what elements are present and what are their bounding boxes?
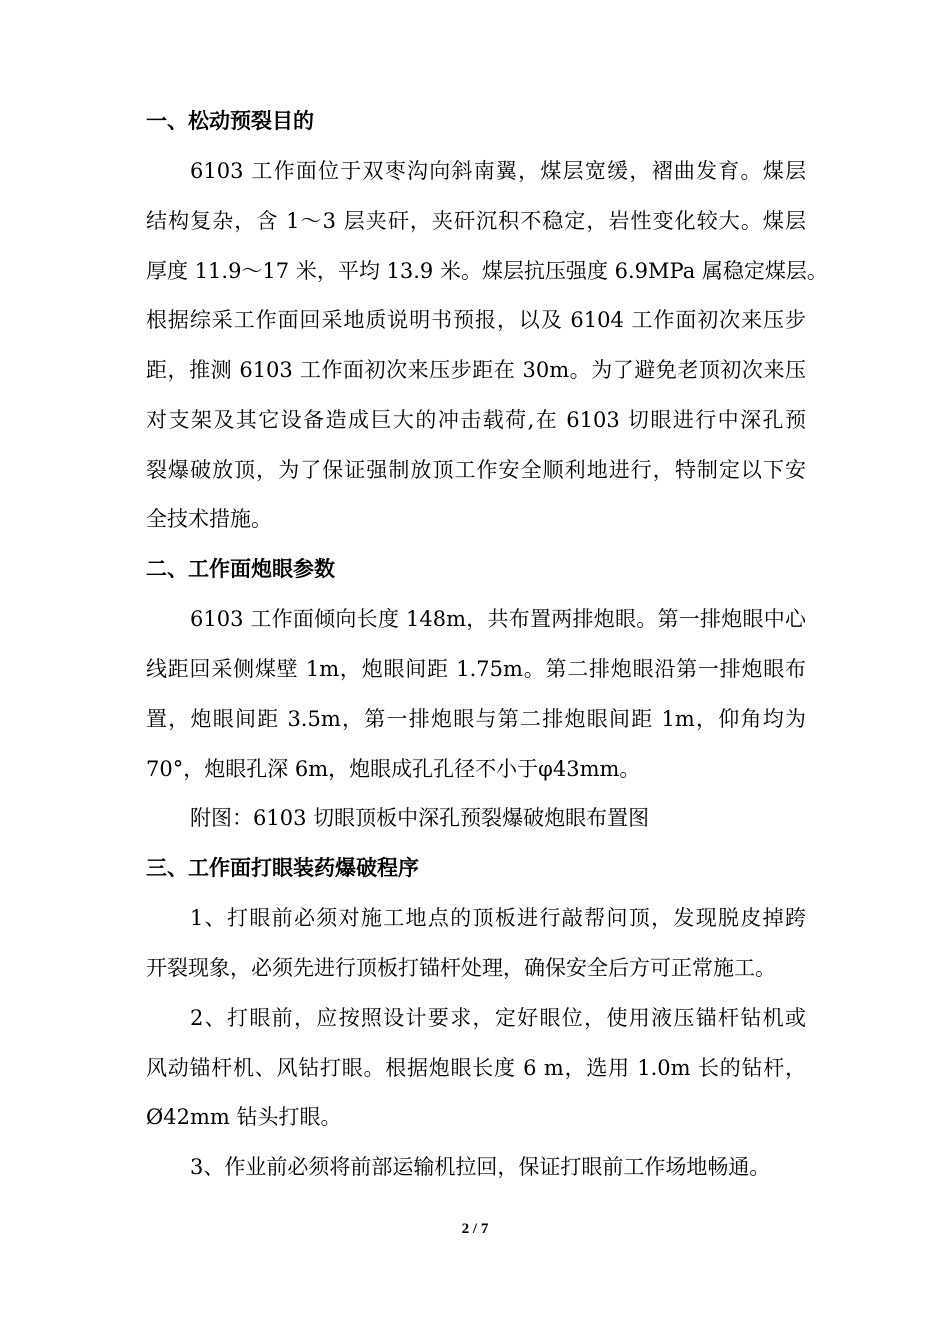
paragraph-line: 裂爆破放顶，为了保证强制放顶工作安全顺利地进行，特制定以下安 — [146, 458, 806, 482]
paragraph-line: 根据综采工作面回采地质说明书预报，以及 6104 工作面初次来压步 — [146, 308, 806, 332]
paragraph-line: 6103 工作面倾向长度 148m，共布置两排炮眼。第一排炮眼中心 — [190, 607, 806, 631]
paragraph-line: 全技术措施。 — [146, 507, 272, 531]
paragraph-line: 置，炮眼间距 3.5m，第一排炮眼与第二排炮眼间距 1m，仰角均为 — [146, 707, 806, 731]
section-heading-3: 三、工作面打眼装药爆破程序 — [146, 856, 419, 880]
paragraph-line: 线距回采侧煤壁 1m，炮眼间距 1.75m。第二排炮眼沿第一排炮眼布 — [146, 657, 806, 681]
paragraph-line: 1、打眼前必须对施工地点的顶板进行敲帮问顶，发现脱皮掉跨 — [190, 906, 806, 930]
paragraph-line: 厚度 11.9～17 米，平均 13.9 米。煤层抗压强度 6.9MPa 属稳定煤层。 — [146, 259, 828, 283]
paragraph-line: 距，推测 6103 工作面初次来压步距在 30m。为了避免老顶初次来压 — [146, 358, 806, 382]
paragraph-line: 6103 工作面位于双枣沟向斜南翼，煤层宽缓，褶曲发育。煤层 — [190, 159, 806, 183]
page-number: 2 / 7 — [461, 1221, 489, 1237]
paragraph-line: 2、打眼前，应按照设计要求，定好眼位，使用液压锚杆钻机或 — [190, 1006, 806, 1030]
paragraph-line: 开裂现象，必须先进行顶板打锚杆处理，确保安全后方可正常施工。 — [146, 956, 776, 980]
paragraph-line: Ø42mm 钻头打眼。 — [146, 1105, 342, 1129]
paragraph-line: 结构复杂，含 1～3 层夹矸，夹矸沉积不稳定，岩性变化较大。煤层 — [146, 209, 806, 233]
section-heading-1: 一、松动预裂目的 — [146, 109, 314, 133]
paragraph-line: 对支架及其它设备造成巨大的冲击载荷,在 6103 切眼进行中深孔预 — [146, 408, 806, 432]
paragraph-line: 风动锚杆机、风钻打眼。根据炮眼长度 6 m，选用 1.0m 长的钻杆， — [146, 1056, 806, 1080]
section-heading-2: 二、工作面炮眼参数 — [146, 557, 335, 581]
figure-caption: 附图：6103 切眼顶板中深孔预裂爆破炮眼布置图 — [190, 806, 650, 830]
paragraph-line: 3、作业前必须将前部运输机拉回，保证打眼前工作场地畅通。 — [190, 1155, 771, 1179]
paragraph-line: 70°，炮眼孔深 6m，炮眼成孔孔径不小于φ43mm。 — [146, 757, 641, 781]
